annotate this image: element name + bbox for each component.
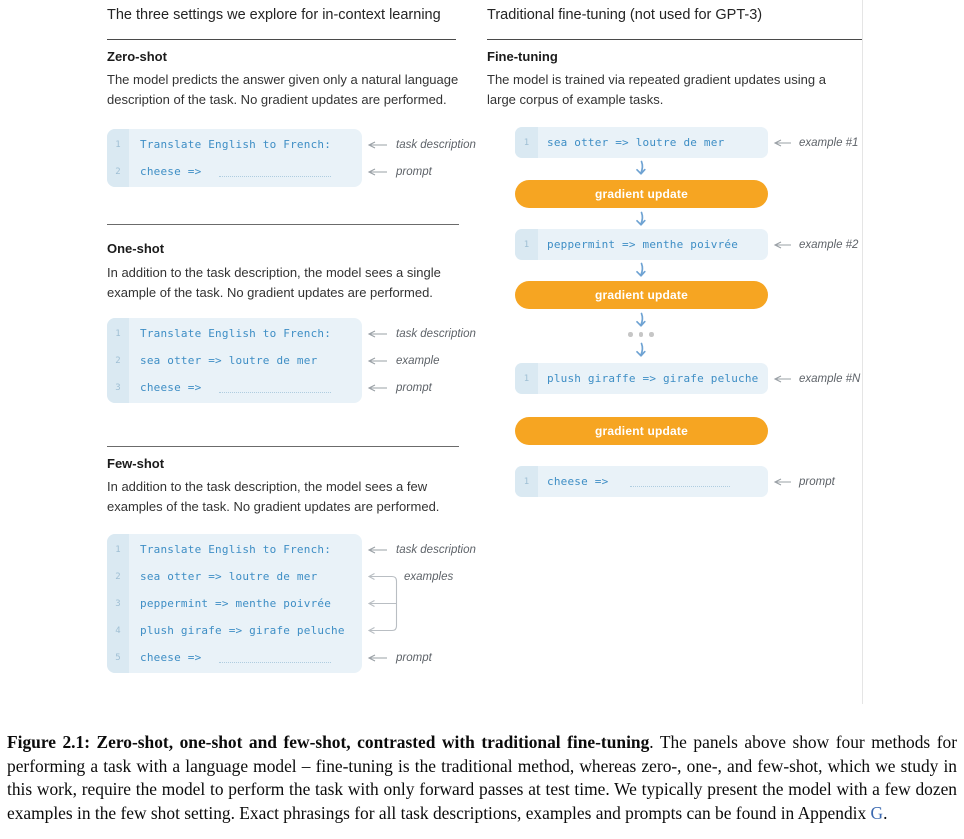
line-number: 1	[523, 239, 530, 250]
left-arrow-icon	[366, 168, 388, 176]
left-arrow-icon	[772, 375, 792, 383]
left-panel-divider	[107, 39, 456, 40]
line-number: 1	[523, 373, 530, 384]
left-arrow-icon	[772, 478, 792, 486]
code-line	[107, 131, 362, 158]
line-number: 3	[115, 382, 121, 393]
gradient-update-label: gradient update	[594, 424, 688, 438]
code-line	[107, 563, 362, 590]
line-number: 2	[115, 571, 121, 582]
down-arrow-icon	[633, 342, 649, 359]
completion-blank	[219, 166, 331, 177]
example-box-1	[515, 127, 768, 158]
zero-shot-description: The model predicts the answer given only a natural language description of the task. No gradient updates are performed.	[107, 72, 459, 107]
completion-blank	[219, 652, 331, 663]
down-arrow-icon	[633, 160, 649, 177]
line-number: 5	[115, 652, 121, 663]
down-arrow-icon	[633, 262, 649, 279]
code-text: cheese =>	[140, 651, 202, 664]
few-shot-description: In addition to the task description, the model sees a few examples of the task. No gradient updates are performed.	[107, 479, 440, 514]
gradient-update-label: gradient update	[594, 187, 688, 201]
annotation-task-description: task description	[366, 136, 476, 154]
prompt-box	[515, 466, 768, 497]
code-line	[107, 158, 362, 185]
left-arrow-icon	[366, 546, 388, 554]
code-line	[107, 644, 362, 671]
example-box-n	[515, 363, 768, 394]
line-number: 1	[523, 476, 530, 487]
code-text: cheese =>	[547, 475, 609, 488]
few-shot-heading: Few-shot	[107, 456, 165, 471]
line-number: 1	[115, 544, 121, 555]
completion-blank	[219, 382, 331, 393]
code-text: peppermint => menthe poivrée	[140, 597, 332, 610]
code-text: plush giraffe => girafe peluche	[547, 372, 759, 385]
examples-bracket-arrows-icon	[366, 570, 406, 640]
code-snippet	[107, 534, 362, 673]
zero-shot-code-box	[107, 129, 476, 187]
annotation-example: example	[366, 352, 439, 370]
code-text: plush girafe => girafe peluche	[140, 624, 345, 637]
annotation-task-description: task description	[366, 325, 476, 343]
line-number: 3	[115, 598, 121, 609]
code-text: Translate English to French:	[140, 138, 332, 151]
annotation-prompt: prompt	[366, 163, 432, 181]
code-text: cheese =>	[140, 381, 202, 394]
ellipsis-dots-icon	[628, 332, 654, 337]
left-arrow-icon	[772, 241, 792, 249]
caption-bold-lead: Figure 2.1: Zero-shot, one-shot and few-shot, contrasted with traditional fine-tuning	[7, 732, 650, 753]
section-divider	[107, 224, 459, 225]
code-line	[107, 374, 362, 401]
line-number: 4	[115, 625, 121, 636]
left-arrow-icon	[366, 384, 388, 392]
annotation-prompt: prompt	[366, 649, 432, 667]
line-number: 1	[115, 328, 121, 339]
right-panel-divider	[487, 39, 862, 40]
code-text: sea otter => loutre de mer	[140, 570, 318, 583]
code-text: sea otter => loutre de mer	[140, 354, 318, 367]
completion-blank	[630, 476, 730, 487]
few-shot-code-box	[107, 534, 476, 673]
down-arrow-icon	[633, 312, 649, 329]
appendix-g-link[interactable]: G	[870, 802, 884, 823]
gradient-update-pill	[515, 180, 768, 208]
code-text: Translate English to French:	[140, 543, 332, 556]
left-arrow-icon	[772, 139, 792, 147]
code-line	[107, 536, 362, 563]
annotation-task-description: task description	[366, 541, 476, 559]
code-text: peppermint => menthe poivrée	[547, 238, 739, 251]
caption-body: . The panels above show four methods for performing a task with a language model – fine-tuning is the traditional method, whereas zero-, one-, and few-shot, which we study in this work, require the model to perform the task with only forward passes at test time. We typically present the model with a few dozen examples in the few shot setting. Exact phrasings for all task descriptions, examples and prompts can be found in Appendix	[7, 732, 957, 823]
code-line	[107, 347, 362, 374]
one-shot-heading: One-shot	[107, 241, 165, 256]
zero-shot-heading: Zero-shot	[107, 49, 167, 64]
annotation-prompt: prompt	[366, 379, 432, 397]
code-snippet	[107, 129, 362, 187]
gradient-update-label: gradient update	[594, 288, 688, 302]
code-line	[107, 590, 362, 617]
annotation-example-n: example #N	[772, 370, 860, 388]
code-text: Translate English to French:	[140, 327, 332, 340]
line-number: 1	[523, 137, 530, 148]
fine-tuning-heading: Fine-tuning	[487, 49, 558, 64]
code-text: sea otter => loutre de mer	[547, 136, 725, 149]
line-number: 2	[115, 355, 121, 366]
caption-trailing: .	[883, 802, 888, 823]
figure-caption	[7, 731, 957, 825]
code-text: cheese =>	[140, 165, 202, 178]
fine-tuning-description: The model is trained via repeated gradient updates using a large corpus of example tasks.	[487, 72, 826, 107]
left-panel-title: The three settings we explore for in-context learning	[107, 7, 441, 23]
down-arrow-icon	[633, 211, 649, 228]
figure-edge-divider	[862, 0, 863, 704]
annotation-examples: examples	[404, 570, 454, 583]
left-arrow-icon	[366, 141, 388, 149]
one-shot-code-box	[107, 318, 476, 403]
left-arrow-icon	[366, 330, 388, 338]
code-snippet	[107, 318, 362, 403]
line-number: 1	[115, 139, 121, 150]
gradient-update-pill	[515, 281, 768, 309]
example-box-2	[515, 229, 768, 260]
gradient-update-pill	[515, 417, 768, 445]
annotation-example-2: example #2	[772, 236, 858, 254]
line-number: 2	[115, 166, 121, 177]
annotation-example-1: example #1	[772, 134, 858, 152]
section-divider	[107, 446, 459, 447]
left-arrow-icon	[366, 654, 388, 662]
one-shot-description: In addition to the task description, the model sees a single example of the task. No gradient updates are performed.	[107, 265, 441, 300]
code-line	[107, 617, 362, 644]
code-line	[107, 320, 362, 347]
right-panel-title: Traditional fine-tuning (not used for GPT-3)	[487, 7, 763, 23]
annotation-prompt: prompt	[772, 473, 835, 491]
left-arrow-icon	[366, 357, 388, 365]
